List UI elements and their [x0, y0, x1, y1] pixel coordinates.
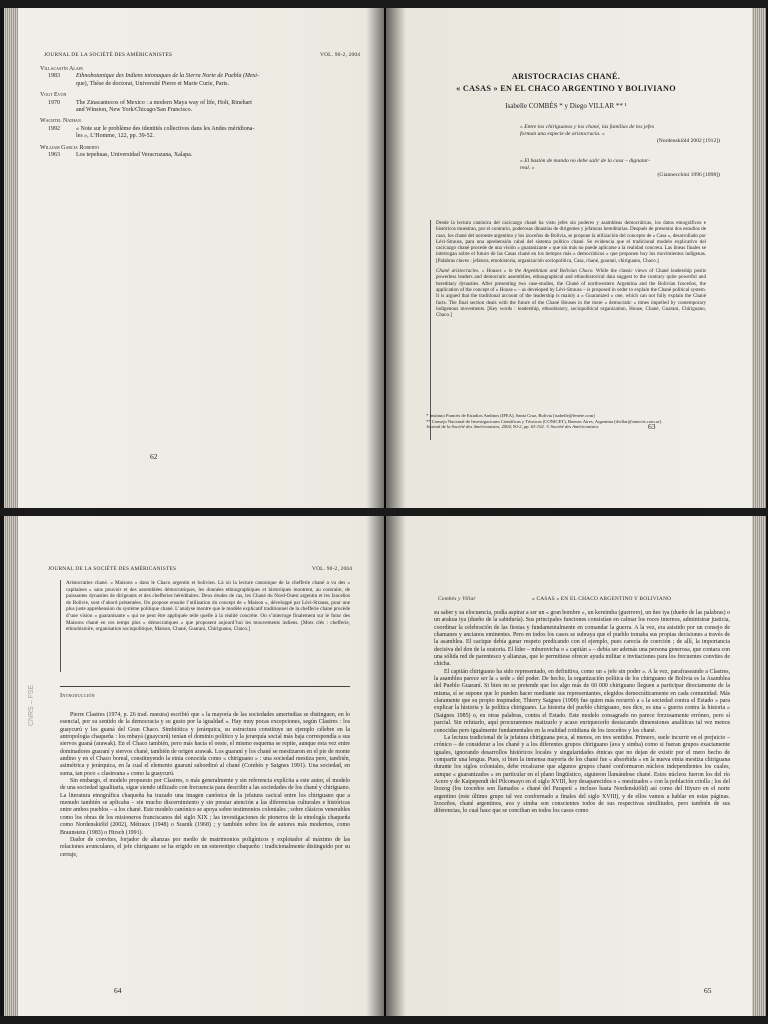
running-head-authors: Combès y Villar: [438, 596, 476, 602]
abstract-english-title: Chané aristocracies. « Houses » in the Argentinian and Bolivian Chaco.: [436, 268, 594, 275]
bib-entry: [40, 118, 370, 140]
library-stamp: CNRS – FSE: [28, 684, 35, 726]
paragraph: Sin embargo, el modelo propuesto por Clastres, o más generalmente y sin referencia explícita a este autor, el modelo de una sociedad igualitaria, sigue siendo utilizado con frecuencia para describir a las sociedades de los chané y chiriguano. La literatura etnográfica chaqueña ha trazado una imagen canónica de la jefatura cacical entre los chiriguano que a menudo también se aplicaba – sin mucho discernimiento y sin prestar atención a las diferencias culturales e históricas entre ambos pueblos – a los chané. Este modelo canónico se apoya sobre testimonios coloniales ; sobre clásicos venerables como los obras de los misioneros franciscanos del siglo XIX ; las investigaciones de pioneros de la etnología chaqueña como Nordenskiöld (2002), Métraux (1948) o Susnik (1968) ; y también sobre los de autores más modernos, como Braunstein (1983) o Hirsch (1991).: [60, 778, 350, 836]
abstract: [436, 220, 706, 322]
bib-author: William Garcia Roberto: [40, 144, 100, 151]
section-heading: Introducción: [60, 692, 95, 699]
page-edge: [752, 516, 766, 1016]
abstract-rule: [60, 580, 61, 672]
paragraph: La lectura tradicional de la jefatura chiriguana peca, al menos, en tres sentidos. Primero, suele incurrir en el prejuicio – crónico – de considerar a los chané y a los diferentes grupos chiriguano (ava y simba) como si fueran grupos exactamente iguales, ignorando desarrollos históricos locales y singularidades étnicas que no dejan de existir por el mero hecho de compartir una lengua. Pues, si bien la inmensa mayoría de los chané fue « absorbida » en la nueva etnia mestiza chiriguana durante los siglos coloniales, debe recalcarse que algunos grupos chané conformaron núcleos independientes los cuales, aunque « guaranizados » en particular en el plano lingüístico, siguieron llamándose chané. Estos núcleos fueron los del río Acero y de Kaipependi del Pilcomayo en el siglo XVIII, hoy desaparecidos o « mestizados » con la población criolla ; los del Izozog (los izoceños son llamados « chané del Parapetí » incluso hasta Nordenskiöld) así como del Itiyuro en el norte argentino (este último grupo tal vez conformado a finales del siglo XVIII), y de ellos vamos a hablar en estas páginas. Izoceños, chané argentinos, ava y simba son conscientes todos de sus respectivas similitudes, pero también de sus diferencias, lo cual hace que se conciban en todos los casos como: [434, 734, 730, 815]
running-head-journal: JOURNAL DE LA SOCIÉTÉ DES AMÉRICANISTES: [44, 52, 173, 58]
bibliography: [40, 66, 370, 163]
article-authors: Isabelle COMBÈS * y Diego VILLAR ** ¹: [505, 102, 627, 110]
page-63: [386, 8, 766, 508]
abstract-english: [436, 268, 706, 318]
footnote: Journal de la Société des Américanistes, 2004, 90-2, pp. 63-102. © Société des Américanistes.: [426, 424, 600, 429]
page-number: 65: [704, 986, 712, 995]
epigraph-source: (Nordenskiöld 2002 [1912]): [656, 138, 720, 144]
bib-text: Ethnobotanique des Indiens totonaques de la Sierra Norte de Puebla (Mexi-: [76, 73, 259, 80]
bib-author: Villacastín Alain: [40, 66, 83, 72]
abstract-spanish: Desde la lectura canónica del cacicazgo chané ha visto jefes sin poderes y asambleas democráticas, los datos etnográficos e históricos muestran, por el contrario, poderosas dinastías de dirigentes y jefaturas hereditarias. Después de presentar dos estudios de caso, los chané del noroeste argentino y los izoceños de Bolivia, se propone la utilización del concepto de « Casa », desarrollado por Lévi-Strauss, para una aprehensión cabal del sistema político chané. Se evidencia que el tradicional modelo explicativo del cacicazgo chané procede de una visión « guaranizante » que sin más no puede aplicarse a la realidad concreta. Las líneas finales se interrogan sobre el futuro de las Casas chané en los tiempos más « democráticos » que proponen hoy los movimientos indígenas. [Palabras claves : jefatura, etnohistoria, organización sociopolítica, Casa, chané, guaraní, chiriguano, Chaco.]: [436, 220, 706, 264]
bib-year: 1983: [48, 73, 60, 80]
bib-text: les », L’Homme, 122, pp. 39-52.: [76, 133, 155, 140]
bib-author: Vogt Evon: [40, 92, 67, 99]
running-head-volume: VOL. 90-2, 2004: [312, 566, 353, 572]
bib-text: « Note sur le problème des identités collectives dans les Andes méridiona-: [76, 125, 255, 132]
top-spread: [0, 8, 768, 508]
epigraph-line: « El bastón de mando no debe salir de la casa – dignatar-: [520, 158, 651, 164]
paragraph: Dador de convites, forjador de alianzas por medio de matrimonios poligínicos y explotador al máximo de las relaciones avunculares, el jefe chiriguano se ha erigido en un estereotipo chaqueño : tradicionalmente distinguido por su cerraje,: [60, 836, 350, 858]
epigraph-line: real. »: [520, 165, 535, 171]
epigraph-line: forman una especie de aristocracia. »: [520, 131, 605, 137]
page-64: [4, 516, 384, 1016]
abstract-rule: [430, 220, 431, 440]
article-title: ARISTOCRACIAS CHANÉ.: [511, 72, 621, 81]
footnote: ** Consejo Nacional de Investigaciones Científicas y Técnicas (CONICET), Buenos Aires, Argentina [dvillar@sinectis.com.ar].: [426, 418, 663, 424]
bib-year: 1992: [48, 125, 60, 132]
running-head-journal: JOURNAL DE LA SOCIÉTÉ DES AMÉRICANISTES: [48, 566, 177, 572]
paragraph: su saber y su elocuencia, podía aspirar a ser un « gran hombre », un kereimba (guerrero), un ñee iya (dueño de las palabras) o un arakua iya (dueño de la sabiduría). Sus principales funciones consistían en calmar los roces internos, administrar justicia, coordinar la celebración de las fiestas y fundamentalmente en comandar la guerra. A la vez, era asistido por un consejo de chamanes y ancianos eminentes. Pero en todos los casos se subraya que el pueblo tomaba sus propias decisiones a través de la asamblea. El cacique debía ganar respeto predicando con el ejemplo, pues carecía de coerción ; de allí, la importancia decisiva del don de la oratoria. El líder – mburuvicha o « capitán » – debía ser además una persona generosa, que contara con una sólida red de parentesco y alianzas, que le permitiese ofrecer ayuda militar e invitaciones para los frecuentes convites de chicha.: [434, 610, 730, 668]
epigraph-line: « Entre los chiriguanos y los chané, las familias de los jefes: [520, 124, 655, 130]
page-edge: [752, 8, 766, 508]
bib-year: 1963: [48, 152, 60, 159]
bib-text: que), Thèse de doctorat, Université Pierre et Marie Curie, Paris.: [76, 80, 230, 87]
paragraph: Pierre Clastres (1974, p. 26 trad. nuestra) escribió que « la mayoría de las sociedades amerindias se distinguen, en lo esencial, por su sentido de la democracia y su gusto por la igualdad ». Hay muy pocas excepciones, según Clastres : los guaycurú y los guaná del Gran Chaco. Simbiótica y jerárquica, su estructura constituye un ejemplo célebre en la antropología chaqueña : los mbayá (guaycurú) tenían el dominio político y la jerarquía social más baja correspondía a sus siervos guaná (arawak). En el Chaco también, pero más hacia el oeste, el mismo esquema se repite, aunque esta vez entre dominadores guaraní y siervos chané, también de origen arawak. Los guaraní y los chané se mestizaron en el pie de monte andino y en el Chaco boreal, constituyendo la etnia conocida como « chiriguano » : una sociedad mestiza pero, también, asimétrica y jerárquica, en la cual el elemento guaraní subordinó al chané (Combès y Saignes 1991). Una sociedad, en suma, tan poco « clastreana » como la guaycurú.: [60, 712, 350, 777]
epigraph-source: (Giannecchini 1996 [1898]): [657, 172, 720, 178]
footnote: * Instituto Francés de Estudios Andinos (IFEA), Santa Cruz, Bolivia [isabelle@fenete.com]: [426, 413, 595, 418]
book-gutter: [366, 8, 406, 508]
page-number: 64: [114, 986, 122, 995]
abstract-french: Aristocraties chané. « Maisons » dans le Chaco argentin et bolivien. Là où la lecture canonique de la chefferie chané a vu des « capitaines » sans pouvoir et des assemblées démocratiques, les données ethnographiques et historiques montrent, au contraire, de puissantes dynasties de dirigeants et des chefferies héréditaires. Deux études de cas, les Chané du Nord-Ouest argentin et les Izoceños de Bolivie, sont d’abord présentées. On propose ensuite l’utilisation du concept de « Maison », développé par Lévi-Strauss, pour une plus juste appréhension du système politique chané. L’analyse montre que le modèle explicatif traditionnel de la chefferie chané procède d’une vision « guaranisante » qui ne peut être appliquée telle quelle à la réalité concrète. On s’interroge finalement sur le futur des Maisons chané en ces temps plus « démocratiques » que proposent aujourd’hui les mouvements indiens. [Mots clés : chefferie, ethnohistoire, organisation sociopolitique, Maison, Chané, Guarani, Chiriguano, Chaco.]: [66, 580, 350, 633]
bib-text: and Winston, New York/Chicago/San Francisco.: [76, 107, 193, 114]
epigraph: [520, 124, 720, 145]
page-number: 62: [150, 452, 158, 461]
page-65: [386, 516, 766, 1016]
body-text: [434, 610, 730, 816]
bib-entry: [40, 92, 370, 114]
book-gutter: [366, 516, 406, 1016]
bib-year: 1970: [48, 99, 60, 106]
body-text: [60, 712, 350, 859]
page-edge: [4, 516, 18, 1016]
page-number: 63: [648, 422, 656, 431]
page-edge: [4, 8, 18, 508]
bib-text: Los tepehuas, Universidad Veracruzana, Xalapa.: [76, 152, 193, 159]
running-head-volume: VOL. 90-2, 2004: [320, 52, 361, 58]
epigraph: [520, 158, 720, 179]
bottom-spread: [0, 516, 768, 1016]
bib-text: The Zinacantecos of Mexico : a modern Maya way of life, Holt, Rinehart: [76, 99, 252, 106]
article-subtitle: « CASAS » EN EL CHACO ARGENTINO Y BOLIVIANO: [456, 84, 676, 93]
page-62: [4, 8, 384, 508]
bib-entry: [40, 66, 370, 88]
running-head-title: « CASAS » EN EL CHACO ARGENTINO Y BOLIVIANO: [532, 596, 672, 602]
bib-author: Wachtel Nathan: [40, 118, 81, 125]
section-rule: [60, 686, 350, 687]
abstract-english-text: While the classic views of Chané leadership posits powerless leaders and democratic assemblies, ethnographical and ethnohistorical data suggest to the contrary quite powerful and hereditary dynasties. After presenting two case-studies, the Chané of northwestern Argentina and the Bolivian Izoceños, the application of the concept of « House » – as developed by Lévi-Strauss – is proposed in order to explain the Chané political system. It is argued that the traditional account of the leadership is mainly a « Guaranized » one, which can not fully explain the Chané facts. The final section deals with the future of the Chané Houses in the more « democratic » times impelled by contemporary indigenous movements. [Key words : leadership, ethnohistory, sociopolitical organization, House, Chané, Guarani, Chiriguano, Chaco.]: [436, 268, 706, 319]
paragraph: El capitán chiriguano ha sido representado, en definitiva, como un « jefe sin poder ». A la vez, parafraseando a Clastres, la asamblea parece ser la « sede » del poder. De hecho, la organización política de los chiriguano de Bolivia es la Asamblea del Pueblo Guaraní. Si bien no se pretende que los algo más de 60 000 chiriguano lleguen a participar directamente de la misma, sí se supone que lo pueden hacer mediante sus representantes, elegidos democráticamente en cada comunidad. Más claramente que su propio inspirador, Thierry Saignes (1990) fue quien más recurrió a « la sociedad contra el Estado » para explicar la historia y la política chiriguano. La historia del pueblo chiriguano, nos dice, es una « guerra contra la historia » (Saignes 1985) o, en otras palabras, contra el Estado. Este modelo consagrado no parece forzosamente erróneo, pero sí parcial. Sin refutarlo, aquí procuraremos matizarlo y acaso enriquecerlo destacando dimensiones analíticas tal vez menos conocidas pero igualmente fundamentales en la realidad cotidiana de los izoceños y los chané.: [434, 668, 730, 734]
bib-entry: [40, 145, 370, 160]
